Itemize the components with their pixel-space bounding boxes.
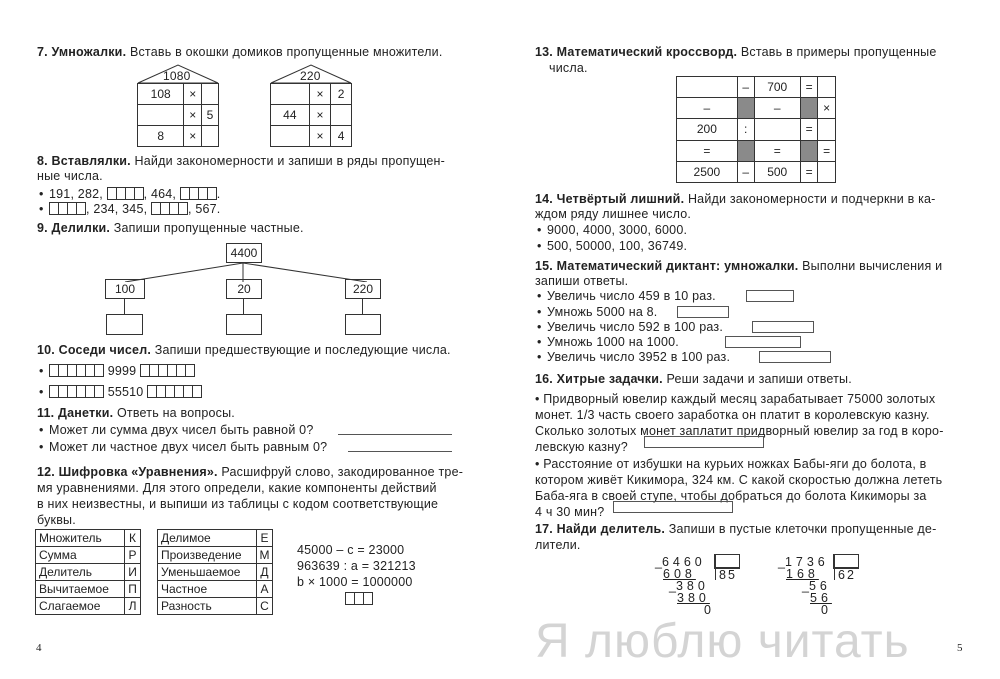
- task7-header: 7. Умножалки. Вставь в окошки домиков пропущенные множители.: [37, 45, 443, 59]
- task8-header-cont: ные числа.: [37, 169, 103, 183]
- answer-line[interactable]: [338, 434, 452, 435]
- answer-box[interactable]: [677, 306, 729, 318]
- equation-1: 45000 – с = 23000: [297, 543, 405, 557]
- quotient-box[interactable]: [226, 314, 262, 335]
- connector: [362, 299, 363, 314]
- crossword-grid: – 700 = – – × 200 : = = = = 2500 – 500 =: [676, 76, 836, 183]
- watermark: Я люблю читать: [535, 615, 910, 668]
- task16-header: 16. Хитрые задачки. Реши задачи и запиши ответы.: [535, 372, 852, 386]
- answer-box[interactable]: [613, 501, 733, 513]
- house1-roof-number: 1080: [163, 69, 191, 83]
- task8-row2: • , 234, 345, , 567.: [49, 202, 220, 217]
- empty-cell[interactable]: [331, 105, 352, 126]
- connector: [124, 299, 125, 314]
- answer-box[interactable]: [151, 202, 188, 215]
- connector: [243, 299, 244, 314]
- answer-box[interactable]: [147, 385, 202, 398]
- answer-box[interactable]: [140, 364, 195, 377]
- equation-2: 963639 : а = 321213: [297, 559, 416, 573]
- dictation-item: • Увеличь число 3952 в 100 раз.: [547, 350, 730, 365]
- task15-header-cont: запиши ответы.: [535, 274, 629, 288]
- empty-cell[interactable]: [754, 119, 800, 140]
- task14-header: 14. Четвёртый лишний. Найди закономерности и подчеркни в ка-: [535, 192, 936, 206]
- empty-cell[interactable]: [138, 105, 184, 126]
- task14-header-cont: ждом ряду лишнее число.: [535, 207, 692, 221]
- task10-row1: • 9999: [49, 364, 195, 379]
- task8-header: 8. Вставлялки. Найди закономерности и запиши в ряды пропущен-: [37, 154, 446, 168]
- answer-box[interactable]: [49, 385, 104, 398]
- empty-cell[interactable]: [818, 161, 836, 182]
- empty-cell[interactable]: [271, 84, 310, 105]
- answer-box[interactable]: [49, 202, 86, 215]
- quotient-box[interactable]: [106, 314, 143, 335]
- code-table-1: Множитель К Сумма Р Делитель И Вычитаемое П Слагаемое Л: [35, 529, 141, 615]
- problem2-line: • Расстояние от избушки на курьих ножках Бабы-яги до болота, в: [535, 457, 927, 471]
- dictation-item: • Увеличь число 459 в 10 раз.: [547, 289, 716, 304]
- task14-row1: • 9000, 4000, 3000, 6000.: [547, 223, 687, 238]
- house2-roof-number: 220: [300, 69, 321, 83]
- problem1-line: монет. 1/3 часть своего заработка он платит в королевскую казну.: [535, 408, 930, 422]
- page-number-right: 5: [957, 642, 963, 654]
- answer-box[interactable]: [49, 364, 104, 377]
- house2-grid: × 2 44 × × 4: [270, 83, 352, 147]
- task12-text: мя уравнениями. Для этого определи, какие компоненты действий: [37, 481, 437, 495]
- answer-box[interactable]: [746, 290, 794, 302]
- task11-q2: • Может ли частное двух чисел быть равным 0?: [49, 440, 327, 455]
- task11-header: 11. Данетки. Ответь на вопросы.: [37, 406, 235, 420]
- empty-cell[interactable]: [818, 77, 836, 98]
- empty-cell[interactable]: [677, 77, 738, 98]
- empty-cell[interactable]: [202, 84, 219, 105]
- word-answer-box[interactable]: [345, 592, 373, 605]
- task12-text: в них неизвестны, и выпиши из таблицы с кодом соответствующие: [37, 497, 439, 511]
- answer-box[interactable]: [644, 436, 764, 448]
- answer-box[interactable]: [752, 321, 814, 333]
- divisor-20: 20: [226, 279, 262, 299]
- code-table-2: Делимое Е Произведение М Уменьшаемое Д Частное А Разность С: [157, 529, 273, 615]
- quotient-box[interactable]: [345, 314, 381, 335]
- task13-header-cont: числа.: [549, 61, 588, 75]
- dictation-item: • Умножь 5000 на 8.: [547, 305, 657, 320]
- task9-header: 9. Делилки. Запиши пропущенные частные.: [37, 221, 304, 235]
- dictation-item: • Умножь 1000 на 1000.: [547, 335, 679, 350]
- task11-q1: • Может ли сумма двух чисел быть равной 0?: [49, 423, 313, 438]
- problem1-line: • Придворный ювелир каждый месяц зарабатывает 75000 золотых: [535, 392, 936, 406]
- task10-row2: • 55510: [49, 385, 202, 400]
- task8-row1: • 191, 282, , 464, .: [49, 187, 220, 202]
- answer-box[interactable]: [180, 187, 217, 200]
- task17-header-cont: лители.: [535, 538, 581, 552]
- task17-header: 17. Найди делитель. Запиши в пустые клеточки пропущенные де-: [535, 522, 937, 536]
- problem1-line: левскую казну?: [535, 440, 628, 454]
- empty-cell[interactable]: [271, 126, 310, 147]
- empty-cell[interactable]: [818, 119, 836, 140]
- task13-header: 13. Математический кроссворд. Вставь в примеры пропущенные: [535, 45, 937, 59]
- problem2-line: котором живёт Кикимора, 324 км. С какой скоростью должна лететь: [535, 473, 943, 487]
- division-top-number: 4400: [226, 243, 262, 263]
- problem2-line: 4 ч 30 мин?: [535, 505, 605, 519]
- answer-line[interactable]: [348, 451, 452, 452]
- answer-box[interactable]: [725, 336, 801, 348]
- dictation-item: • Увеличь число 592 в 100 раз.: [547, 320, 723, 335]
- divisor-100: 100: [105, 279, 145, 299]
- task14-row2: • 500, 50000, 100, 36749.: [547, 239, 687, 254]
- task10-header: 10. Соседи чисел. Запиши предшествующие и последующие числа.: [37, 343, 451, 357]
- task12-header: 12. Шифровка «Уравнения». Расшифруй слово, закодированное тре-: [37, 465, 464, 479]
- problem1-line: Сколько золотых монет заплатит придворный ювелир за год в коро-: [535, 424, 944, 438]
- answer-box[interactable]: [759, 351, 831, 363]
- problem2-line: Баба-яга в своей ступе, чтобы добраться до болота Кикиморы за: [535, 489, 927, 503]
- empty-cell[interactable]: [202, 126, 219, 147]
- equation-3: b × 1000 = 1000000: [297, 575, 413, 589]
- divisor-220: 220: [345, 279, 381, 299]
- house1-grid: 108 × × 5 8 ×: [137, 83, 219, 147]
- answer-box[interactable]: [107, 187, 144, 200]
- task12-text: буквы.: [37, 513, 76, 527]
- page-number-left: 4: [36, 642, 42, 654]
- task15-header: 15. Математический диктант: умножалки. Выполни вычисления и: [535, 259, 943, 273]
